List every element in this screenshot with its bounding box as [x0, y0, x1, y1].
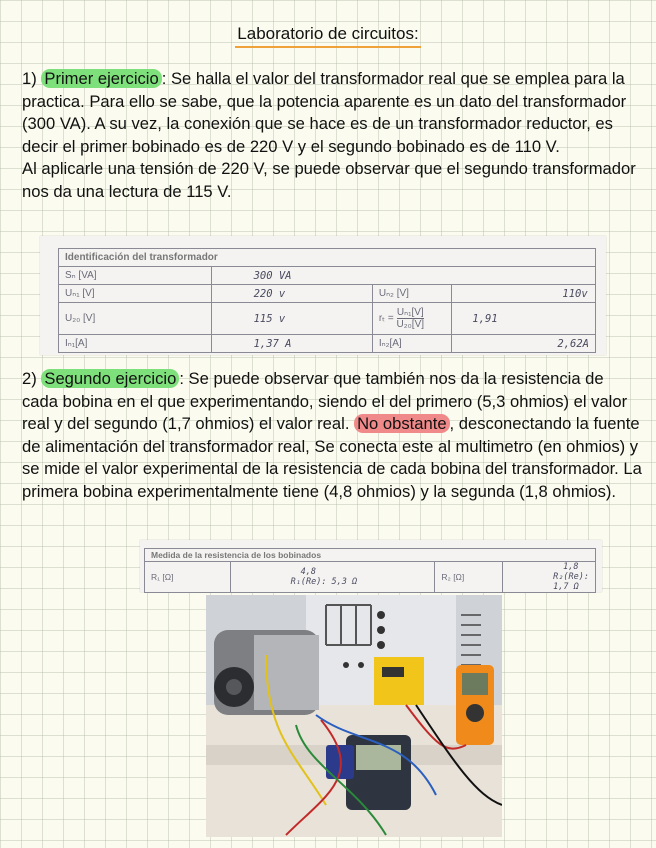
exercise-2-number: 2)	[22, 369, 37, 388]
in2-label: Iₙ₂[A]	[372, 335, 452, 353]
transformer-identification-scan	[40, 236, 606, 355]
page-title-wrap	[0, 24, 656, 44]
un1-label: Uₙ₁ [V]	[59, 285, 212, 303]
r2-value: 1,8	[563, 562, 579, 572]
rt-fraction	[397, 307, 424, 330]
rt-formula	[372, 303, 452, 335]
r2-cell	[503, 562, 596, 593]
exercise-1-label: Primer ejercicio	[41, 69, 161, 88]
rt-denominator: U₂₀[V]	[396, 319, 425, 330]
in2-value: 2,62A	[452, 335, 596, 353]
lab-setup-illustration	[206, 595, 502, 837]
rt-label: rₜ =	[378, 313, 394, 325]
in1-value: 1,37 A	[211, 335, 372, 353]
exercise-1-text: : Se halla el valor del transformador real que se emplea para la practica. Para ello se sabe, que la potencia aparente es un dato del transformador (300 VA). A su vez, la conexión que se hace es de un transformador reductor, es decir el primer bobinado es de 220 V y el segundo bobinado es de 110 V.	[22, 69, 627, 156]
exercise-2-label: Segundo ejercicio	[41, 369, 179, 388]
r1-real: R₁(Re): 5,3 Ω	[290, 577, 358, 587]
resistance-measurement-table	[144, 548, 596, 593]
rt-numerator: Uₙ₁[V]	[396, 307, 424, 318]
u20-label: U₂₀ [V]	[59, 303, 212, 335]
r1-label: R₁ [Ω]	[145, 562, 231, 593]
exercise-1-paragraph	[22, 68, 642, 204]
resistance-measurement-scan	[140, 540, 602, 592]
table2-header: Medida de la resistencia de los bobinados	[145, 549, 596, 562]
transformer-identification-table	[58, 248, 596, 353]
r1-value: 4,8	[300, 567, 316, 577]
r1-cell	[230, 562, 435, 593]
exercise-2-text: : Se puede observar que también nos da la resistencia de cada bobina en el que experimentando, siendo el del primero (5,3 ohmios) el valor real y del segundo (1,7 ohmios) el valor real.	[22, 369, 628, 434]
exercise-2-text-2: , desconectando la fuente de alimentación del transformador real, Se conecta este al multimetro (en ohmios) y se mide el valor experimental de la resistencia de cada bobina del transformador. La primera bobina experimentalmente tiene (4,8 ohmios) y la segunda (1,8 ohmios).	[22, 414, 642, 501]
lab-setup-photo	[206, 595, 502, 837]
r2-real: R₂(Re): 1,7 Ω	[553, 572, 589, 592]
page-title: Laboratorio de circuitos:	[235, 24, 420, 48]
exercise-1-number: 1)	[22, 69, 37, 88]
exercise-2-red-label: No obstante	[354, 414, 449, 433]
u20-value: 115 v	[211, 303, 372, 335]
exercise-2-paragraph	[22, 368, 642, 504]
sn-value: 300 VA	[211, 267, 595, 285]
table1-header: Identificación del transformador	[59, 249, 596, 267]
un2-label: Uₙ₂ [V]	[372, 285, 452, 303]
exercise-1-text-2: Al aplicarle una tensión de 220 V, se puede observar que el segundo transformador nos da una lectura de 115 V.	[22, 159, 636, 201]
sn-label: Sₙ [VA]	[59, 267, 212, 285]
un1-value: 220 v	[211, 285, 372, 303]
in1-label: Iₙ₁[A]	[59, 335, 212, 353]
rt-value: 1,91	[452, 303, 596, 335]
r2-label: R₂ [Ω]	[435, 562, 503, 593]
un2-value: 110v	[452, 285, 596, 303]
